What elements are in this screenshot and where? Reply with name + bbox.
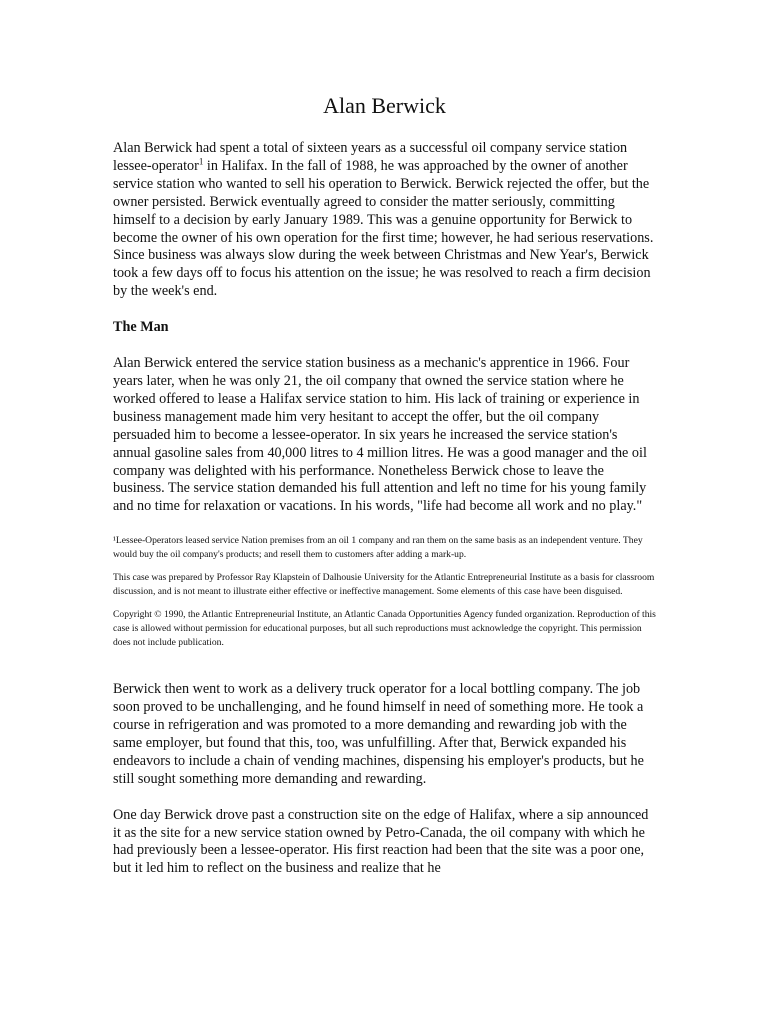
paragraph-bottling-company: Berwick then went to work as a delivery truck operator for a local bottling company. The job soon proved to be unchallenging, and he found himself in need of something more. He took a course in refrigeration and was promoted to a more demanding and rewarding job with the same employer, but found that this, too, was unfulfilling. After that, Berwick expanded his endeavors to include a chain of vending machines, dispensing his employer's products, but he still sought something more demanding and rewarding. <box>113 681 644 787</box>
intro-text-start: Alan Berwick had spent a total of sixteen years as a successful oil company service station lessee-operator <box>113 140 628 174</box>
intro-text-end: in Halifax. In the fall of 1988, he was approached by the owner of another service station who wanted to sell his operation to Berwick. Berwick rejected the offer, but the owner persisted. Berwick eventually agreed to consider the matter seriously, committing himself to a decision by early January 1989. This was a genuine opportunity for Berwick to become the owner of his own operation for the first time; however, he had serious reservations. Since business was always slow during the week between Christmas and New Year's, Berwick took a few days off to focus his attention on the issue; he was resolved to reach a firm decision by the week's end. <box>113 157 654 300</box>
paragraph-construction-site: One day Berwick drove past a construction site on the edge of Halifax, where a sip announced it as the site for a new service station owned by Petro-Canada, the oil company with which he had previously been a lessee-operator. His first reaction had been that the site was a poor one, but it led him to reflect on the business and realize that he <box>113 806 649 877</box>
page-gap <box>113 659 656 681</box>
intro-paragraph <box>113 140 656 301</box>
section-heading-the-man: The Man <box>113 319 169 336</box>
footnote-copyright: Copyright © 1990, the Atlantic Entrepreneurial Institute, an Atlantic Canada Opportunities Agency funded organization. Reproduction of this case is allowed without permission for educational purposes, but all such reproductions must acknowledge the copyright. This permission does not include publication. <box>113 609 656 649</box>
document-title: Alan Berwick <box>323 93 446 118</box>
paragraph-the-man: Alan Berwick entered the service station business as a mechanic's apprentice in 1966. Four years later, when he was only 21, the oil company that owned the service station where he worked offered to lease a Halifax service station to him. His lack of training or experience in business management made him very hesitant to accept the offer, but the oil company persuaded him to become a lessee-operator. In six years he increased the service station's annual gasoline sales from 40,000 litres to 4 million litres. He was a good manager and the oil company was delighted with his performance. Nonetheless Berwick chose to leave the business. The service station demanded his full attention and left no time for his young family and no time for relaxation or vacations. In his words, "life had become all work and no play." <box>113 355 647 515</box>
footnote-lessee-operators: ¹Lessee-Operators leased service Nation premises from an oil 1 company and ran them on the same basis as an independent venture. They would buy the oil company's products; and resell them to customers after adding a mark-up. <box>113 535 643 561</box>
footnote-marker: 1 <box>198 156 204 167</box>
footnote-case-preparation: This case was prepared by Professor Ray Klapstein of Dalhousie University for the Atlantic Entrepreneurial Institute as a basis for classroom discussion, and is not meant to illustrate either effective or ineffective management. Some elements of this case have been disguised. <box>113 572 655 598</box>
